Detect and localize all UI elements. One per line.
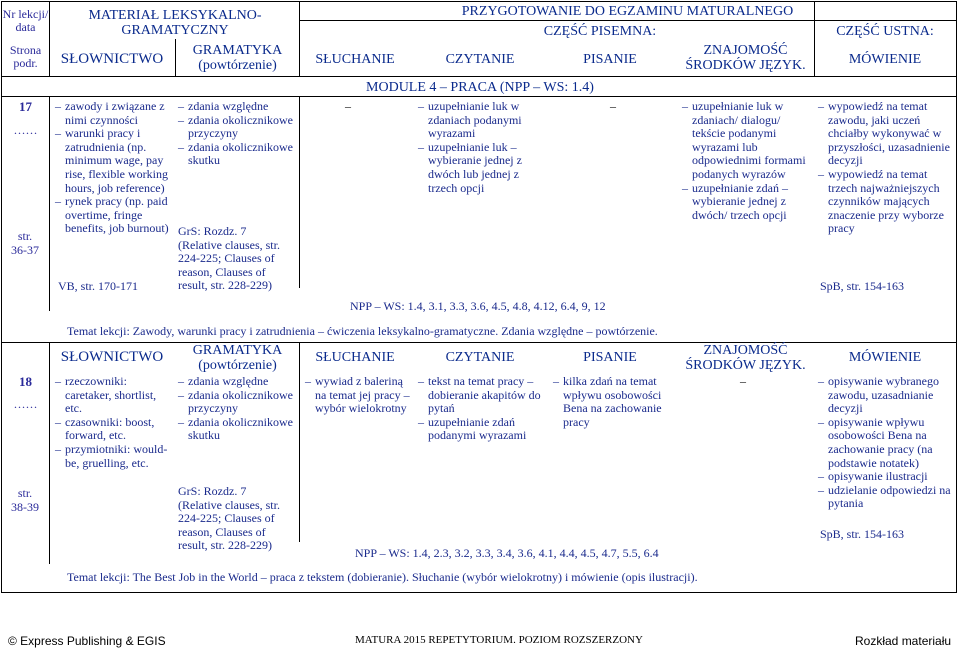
lesson17-page: str. 36-37 — [11, 229, 39, 257]
header-sluchanie-18: SŁUCHANIE — [315, 350, 395, 365]
list-item: – zawody i związane z nimi czynności — [55, 100, 170, 127]
lesson17-vocab-list — [55, 100, 170, 236]
footer-copyright: © Express Publishing & EGIS — [8, 634, 166, 648]
header-znajomosc-18: ZNAJOMOŚĆ ŚRODKÓW JĘZYK. — [685, 343, 806, 373]
lesson18-grammar-ref: GrS: Rozdz. 7 (Relative clauses, str. 224-225; Clauses of reason, Clauses of result, str. 228-229) — [178, 484, 280, 553]
header-gramatyka: GRAMATYKA (powtórzenie) — [192, 43, 283, 73]
header-strona: Strona podr. — [9, 43, 42, 70]
list-item: – wypowiedź na temat trzech najważniejszych czynników mających znaczenie przy wyborze pracy — [818, 168, 953, 236]
list-item: – uzupełnianie luk w zdaniach/ dialogu/ tekście podanymi wyrazami lub odpowiednimi formami podanych wyrazów — [682, 100, 812, 182]
lesson18-temat: Temat lekcji: The Best Job in the World – praca z tekstem (dobieranie). Słuchanie (wybór wielokrotny) i mówienie (opis ilustracji). — [67, 570, 698, 584]
lesson18-number: 18 — [19, 374, 32, 389]
list-item: – uzupełnianie luk w zdaniach podanymi wyrazami — [418, 100, 538, 141]
list-item: – przymiotniki: would-be, gruelling, etc. — [55, 443, 170, 470]
lesson18-npp: NPP – WS: 1.4, 2.3, 3.2, 3.3, 3.4, 3.6, 4.1, 4.4, 4.5, 4.7, 5.5, 6.4 — [355, 546, 659, 560]
list-item: – rzeczowniki: caretaker, shortlist, etc. — [55, 375, 170, 416]
header-mowienie-18: MÓWIENIE — [848, 350, 922, 365]
header-przygotowanie: PRZYGOTOWANIE DO EGZAMINU MATURALNEGO — [461, 4, 794, 19]
header-pisanie: PISANIE — [583, 52, 637, 67]
lesson17-dots: …… — [13, 123, 38, 137]
list-item: – kilka zdań na temat wpływu osobowości Bena na zachowanie pracy — [553, 375, 673, 429]
lesson18-speaking-list — [818, 375, 953, 511]
footer-title: MATURA 2015 REPETYTORIUM. POZIOM ROZSZERZONY — [355, 634, 643, 646]
lesson18-language: – — [740, 374, 746, 388]
lesson17-listening: – — [345, 99, 351, 113]
list-item: – uzupełnianie zdań podanymi wyrazami — [418, 416, 543, 443]
list-item: – wypowiedź na temat zawodu, jaki uczeń chciałby wykonywać w przyszłości, uzasadnienie decyzji — [818, 100, 953, 168]
list-item: – rynek pracy (np. paid overtime, fringe benefits, job burnout) — [55, 195, 170, 236]
list-item: – wywiad z baleriną na temat jej pracy – wybór wielokrotny — [305, 375, 410, 416]
lesson17-number: 17 — [19, 99, 32, 114]
header-slownictwo: SŁOWNICTWO — [60, 51, 164, 67]
list-item: – opisywanie wpływu osobowości Bena na zachowanie pracy (na podstawie notatek) — [818, 416, 953, 470]
lesson18-vocab-list — [55, 375, 170, 470]
lesson17-vocab-ref: VB, str. 170-171 — [58, 279, 139, 293]
header-czytanie-18: CZYTANIE — [445, 350, 515, 365]
list-item: – zdania okolicznikowe przyczyny — [178, 389, 293, 416]
list-item: – zdania okolicznikowe skutku — [178, 416, 293, 443]
lesson17-npp: NPP – WS: 1.4, 3.1, 3.3, 3.6, 4.5, 4.8, 4.12, 6.4, 9, 12 — [350, 299, 606, 313]
lesson18-listening-list — [305, 375, 410, 416]
header-czytanie: CZYTANIE — [445, 52, 515, 67]
list-item: – zdania okolicznikowe przyczyny — [178, 114, 293, 141]
list-item: – warunki pracy i zatrudnienia (np. minimum wage, pay rise, flexible working hours, job reference) — [55, 127, 170, 195]
header-mowienie: MÓWIENIE — [848, 52, 922, 67]
lesson17-reading-list — [418, 100, 538, 195]
header-znajomosc: ZNAJOMOŚĆ ŚRODKÓW JĘZYK. — [685, 43, 806, 73]
header-nr-lekcji: Nr lekcji/ data — [2, 7, 49, 34]
module-title: MODULE 4 – PRACA (NPP – WS: 1.4) — [366, 80, 594, 95]
header-czesc-pisemna: CZĘŚĆ PISEMNA: — [543, 24, 657, 39]
list-item: – opisywanie ilustracji — [818, 470, 953, 484]
lesson18-grammar-list — [178, 375, 293, 443]
list-item: – udzielanie odpowiedzi na pytania — [818, 484, 953, 511]
lesson17-grammar-list — [178, 100, 293, 168]
lesson17-grammar-ref: GrS: Rozdz. 7 (Relative clauses, str. 224-225; Clauses of reason, Clauses of result, str. 228-229) — [178, 224, 280, 293]
lesson17-speaking-list — [818, 100, 953, 236]
header-pisanie-18: PISANIE — [583, 350, 637, 365]
lesson18-reading-list — [418, 375, 543, 443]
lesson17-language-list — [682, 100, 812, 222]
footer-right: Rozkład materiału — [855, 634, 952, 648]
list-item: – zdania okolicznikowe skutku — [178, 141, 293, 168]
list-item: – zdania względne — [178, 375, 293, 389]
header-material: MATERIAŁ LEKSYKALNO-GRAMATYCZNY — [88, 8, 262, 38]
lesson18-dots: …… — [13, 397, 38, 411]
lesson17-writing: – — [610, 99, 616, 113]
header-gramatyka-18: GRAMATYKA (powtórzenie) — [192, 343, 283, 373]
list-item: – uzupełnianie zdań – wybieranie jednej z dwóch/ trzech opcji — [682, 182, 812, 223]
header-sluchanie: SŁUCHANIE — [315, 52, 395, 67]
lesson17-speaking-ref: SpB, str. 154-163 — [820, 279, 905, 293]
list-item: – tekst na temat pracy – dobieranie akapitów do pytań — [418, 375, 543, 416]
header-slownictwo-18: SŁOWNICTWO — [60, 349, 164, 365]
header-czesc-ustna: CZĘŚĆ USTNA: — [836, 24, 934, 39]
list-item: – opisywanie wybranego zawodu, uzasadnianie decyzji — [818, 375, 953, 416]
lesson17-temat: Temat lekcji: Zawody, warunki pracy i zatrudnienia – ćwiczenia leksykalno-gramatyczne. Zdania względne – powtórzenie. — [67, 324, 658, 338]
list-item: – czasowniki: boost, forward, etc. — [55, 416, 170, 443]
list-item: – uzupełnianie luk – wybieranie jednej z dwóch lub jednej z trzech opcji — [418, 141, 538, 195]
list-item: – zdania względne — [178, 100, 293, 114]
lesson18-page: str. 38-39 — [11, 486, 39, 514]
lesson18-speaking-ref: SpB, str. 154-163 — [820, 527, 905, 541]
lesson18-writing-list — [553, 375, 673, 429]
